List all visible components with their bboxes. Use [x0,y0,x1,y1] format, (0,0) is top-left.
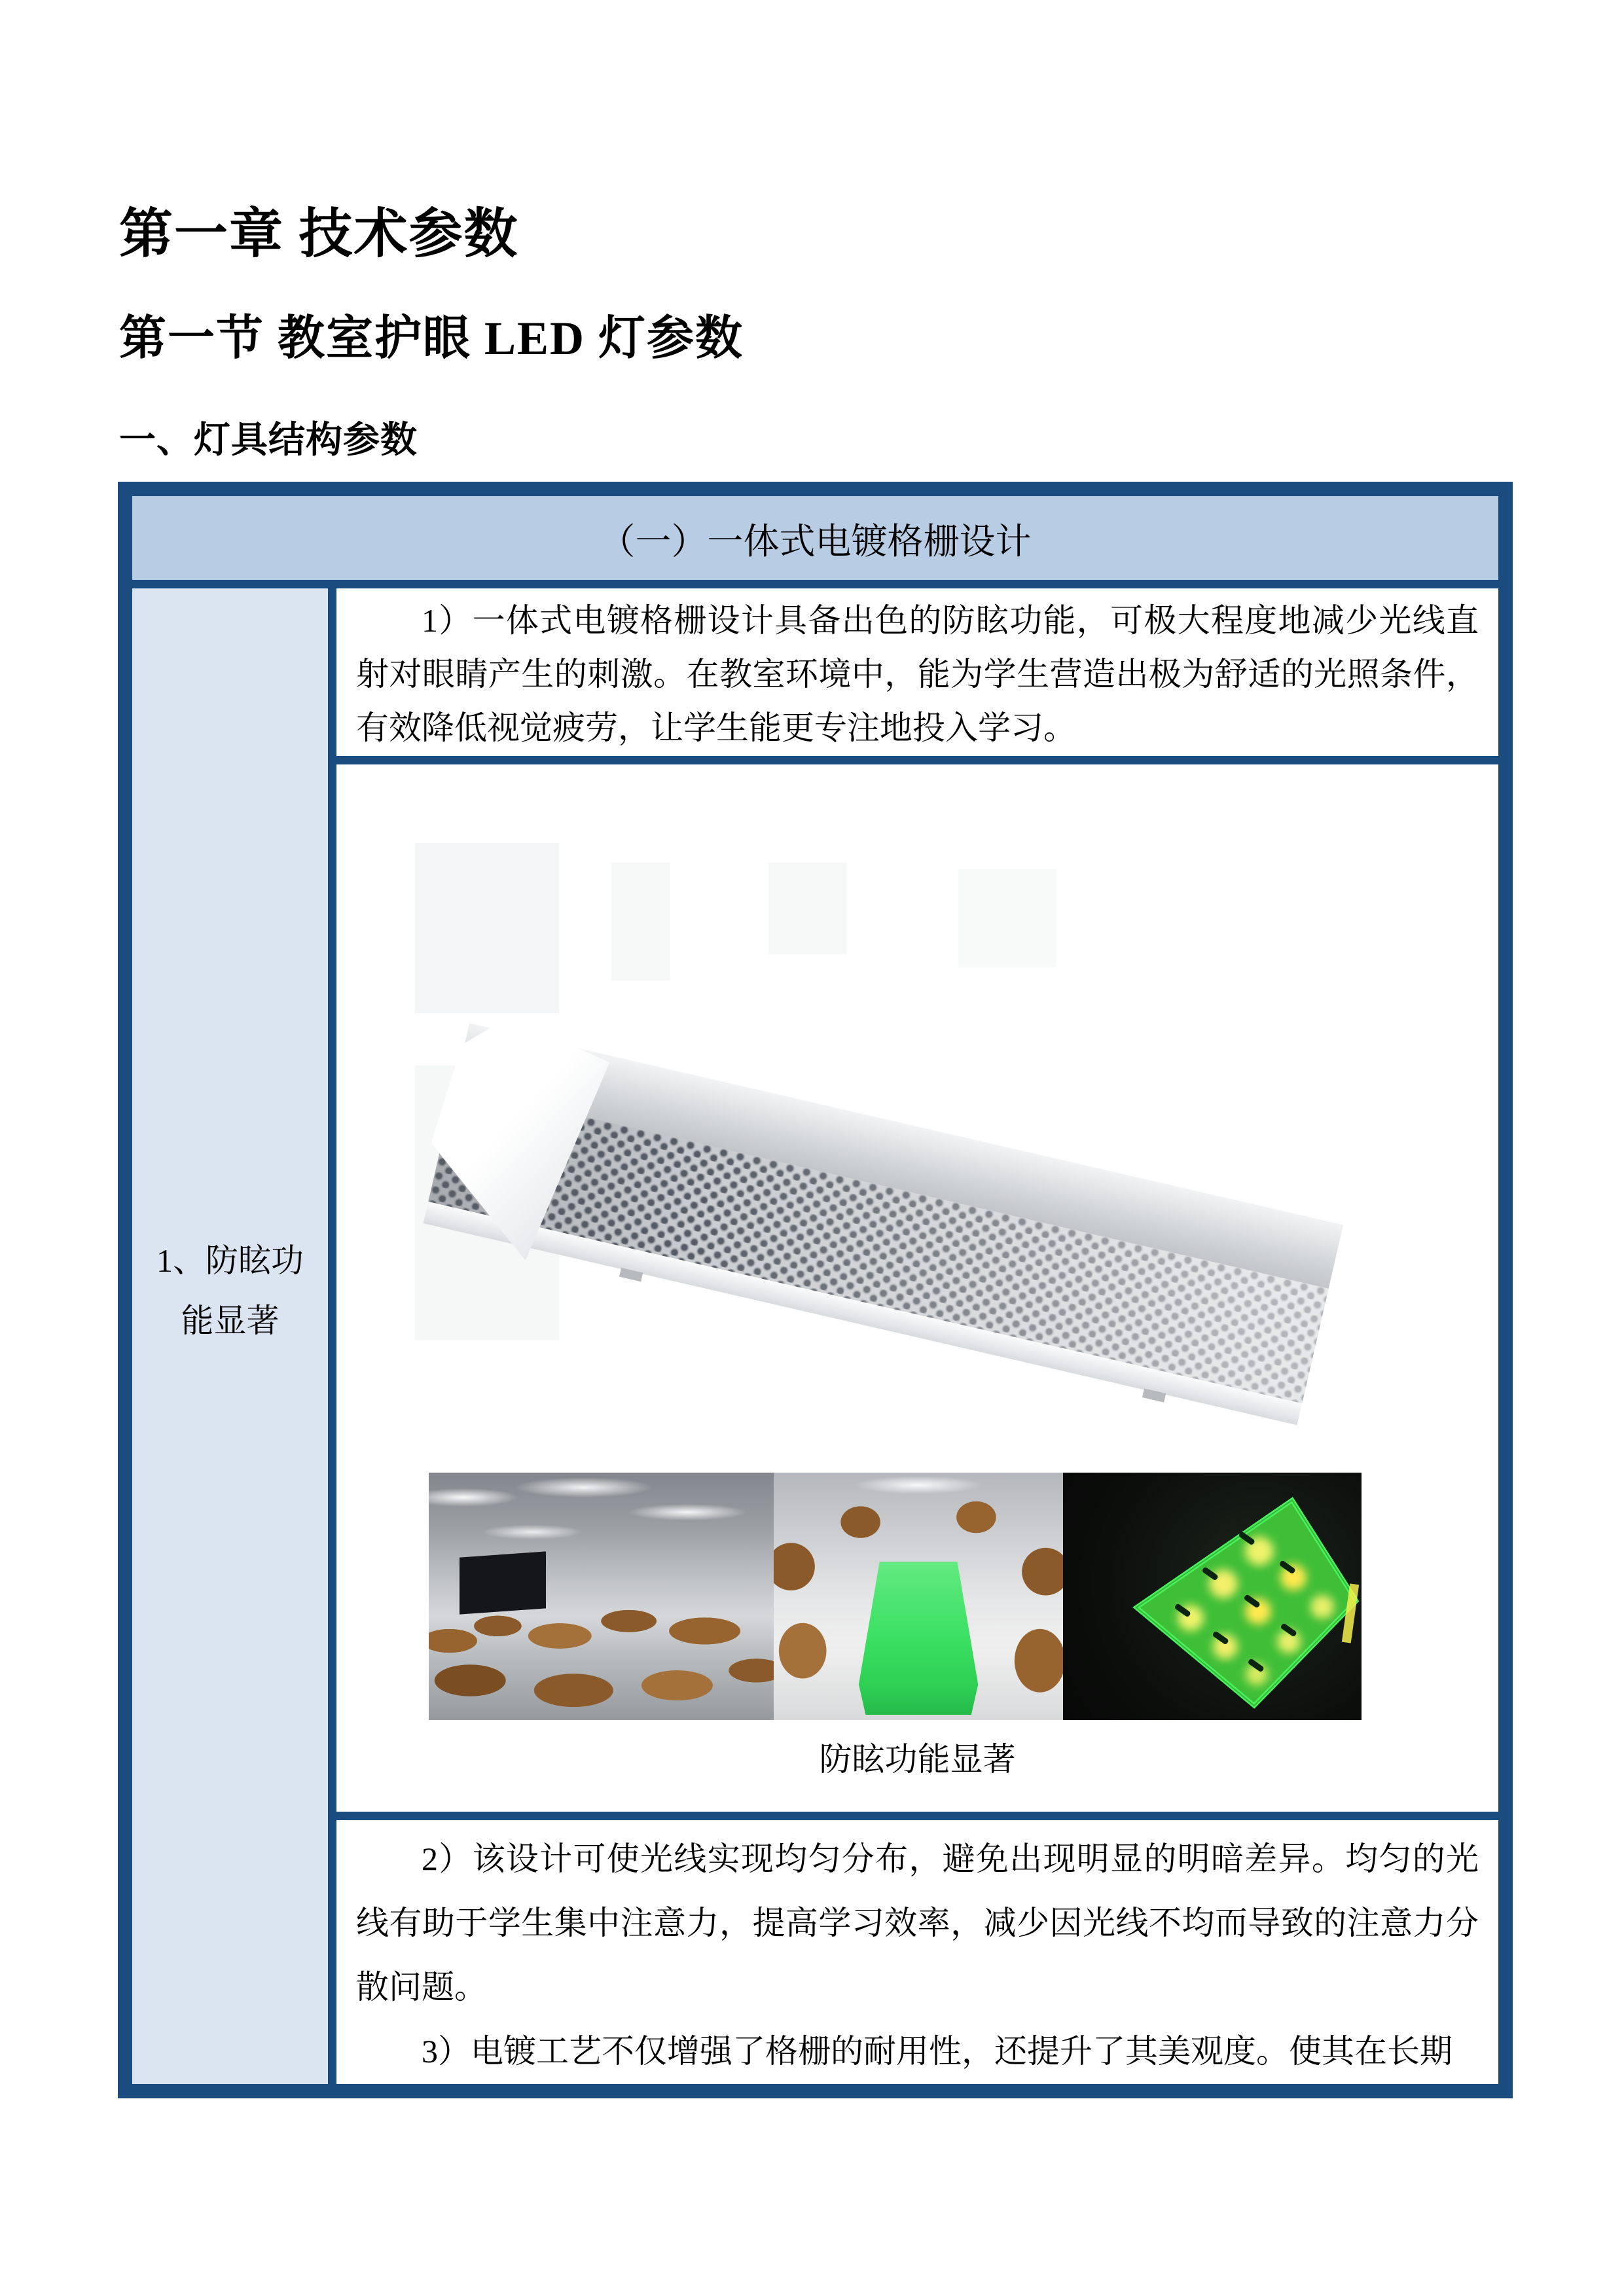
chapter-heading: 第一章 技术参数 [119,204,519,264]
paragraph-1: 1）一体式电镀格栅设计具备出色的防眩功能，可极大程度地减少光线直射对眼睛产生的刺激。在教室环境中，能为学生营造出极为舒适的光照条件，有效降低视觉疲劳，让学生能更专注地投入学习。 [356,602,1479,746]
led-fixture-image [336,764,1498,1471]
section-heading: 第一节 教室护眼 LED 灯参数 [119,312,744,365]
image-caption: 防眩功能显著 [819,1741,1016,1778]
table-body [132,588,1498,2084]
subsection-heading: 一、灯具结构参数 [119,420,418,461]
paragraph-1-cell [336,588,1498,756]
table-header-cell [132,496,1498,588]
content-column [336,588,1498,2084]
led-fixture-body [424,1023,1344,1425]
row-label-cell [132,588,336,2084]
images-cell [336,756,1498,1812]
table-header-text: （一）一体式电镀格栅设计 [599,521,1032,562]
classroom-simulation-image [429,1473,1362,1720]
classroom-furniture [429,1473,774,1720]
illuminance-heatmap-panel [1063,1473,1362,1720]
photo-background-shape [958,869,1056,967]
photo-background-shape [415,843,559,1013]
paragraphs-2-3-cell [336,1812,1498,2084]
row-label-text: 1、防眩功能显著 [156,1242,304,1339]
paragraph-2: 2）该设计可使光线实现均匀分布，避免出现明显的明暗差异。均匀的光线有助于学生集中注意力，提高学习效率，减少因光线不均而导致的注意力分散问题。 [356,1840,1479,2005]
classroom-render-left [429,1473,774,1720]
photo-background-shape [611,863,670,980]
classroom-render-center [774,1473,1063,1720]
illuminance-heatmap-graphic [1063,1473,1362,1720]
parameters-table [118,482,1513,2098]
photo-background-shape [768,863,847,954]
paragraph-3: 3）电镀工艺不仅增强了格栅的耐用性，还提升了其美观度。使其在长期 [422,2033,1453,2070]
